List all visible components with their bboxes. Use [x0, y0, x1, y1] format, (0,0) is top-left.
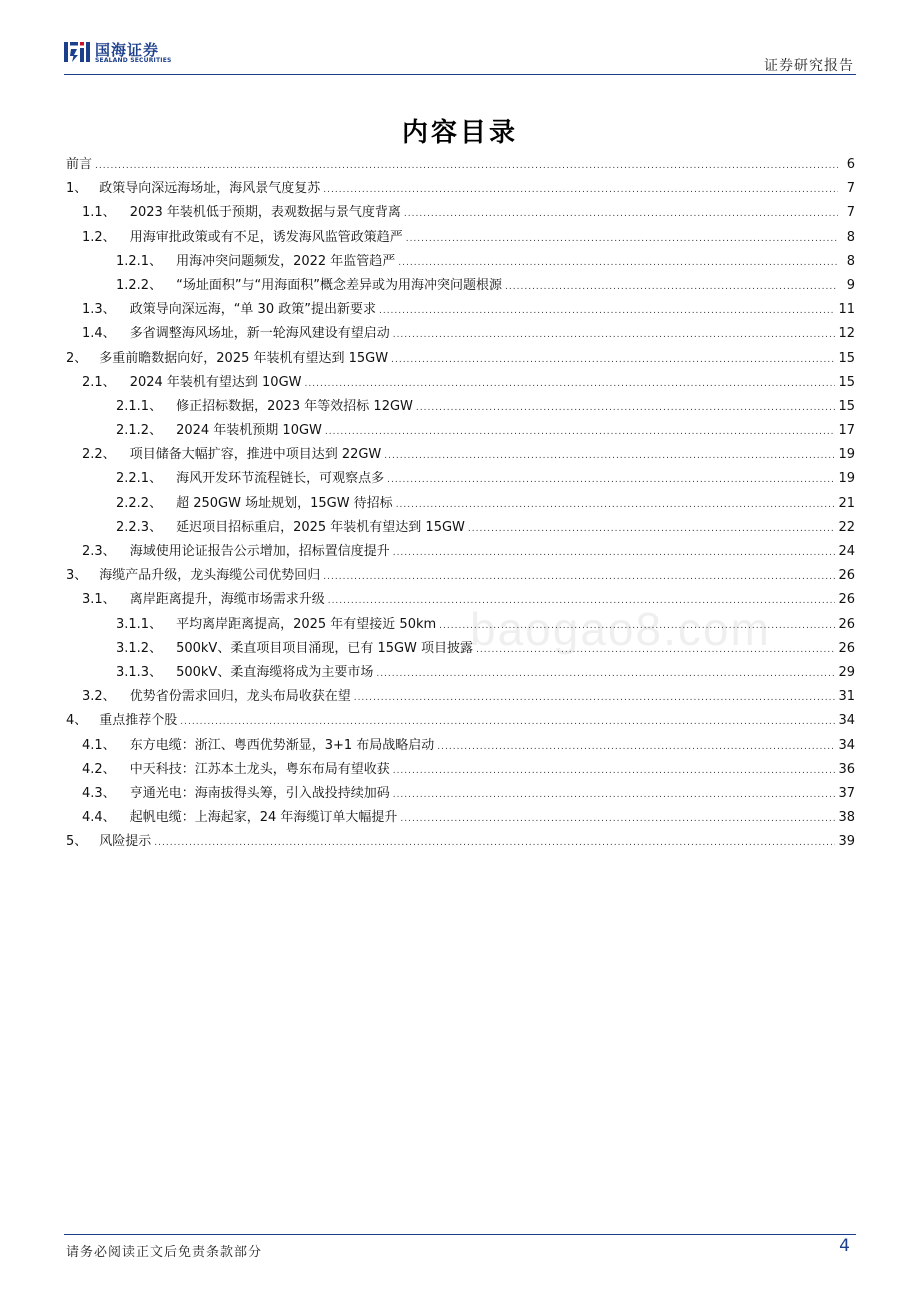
- toc-entry[interactable]: [66, 709, 855, 733]
- toc-leader-dots: [468, 517, 836, 541]
- toc-entry[interactable]: [66, 322, 855, 346]
- toc-entry-title: 500kV、柔直项目项目涌现，已有 15GW 项目披露: [176, 640, 474, 656]
- toc-entry-number: 3.1.1、: [116, 616, 163, 632]
- toc-entry-page: 9: [846, 277, 855, 293]
- toc-entry-title: 离岸距离提升，海缆市场需求升级: [129, 592, 325, 608]
- toc-leader-dots: [323, 565, 835, 589]
- logo-chinese-name: 国海证券: [95, 41, 160, 59]
- toc-leader-dots: [505, 275, 838, 299]
- toc-entry[interactable]: [66, 685, 855, 709]
- toc-leader-dots: [416, 396, 836, 420]
- toc-leader-dots: [400, 807, 835, 831]
- toc-entry-title: 前言: [66, 157, 93, 172]
- toc-entry-title: 多省调整海风场址，新一轮海风建设有望启动: [129, 326, 390, 342]
- toc-entry[interactable]: [66, 443, 855, 467]
- toc-entry-title: 延迟项目招标重启，2025 年装机有望达到 15GW: [176, 519, 465, 535]
- toc-entry-title: 政策导向深远海，“单 30 政策”提出新要求: [129, 302, 376, 318]
- toc-entry-page: 8: [846, 229, 855, 245]
- toc-entry-page: 36: [838, 761, 855, 777]
- toc-leader-dots: [387, 468, 835, 492]
- toc-leader-dots: [393, 323, 836, 347]
- toc-leader-dots: [325, 420, 836, 444]
- toc-entry-number: 1、: [66, 181, 88, 197]
- toc-entry[interactable]: [66, 564, 855, 588]
- toc-entry-number: 3、: [66, 568, 88, 584]
- toc-leader-dots: [180, 710, 835, 734]
- toc-entry-page: 24: [838, 544, 855, 559]
- toc-leader-dots: [376, 662, 835, 686]
- toc-entry-title: 项目储备大幅扩容，推进中项目达到 22GW: [129, 447, 382, 463]
- toc-leader-dots: [354, 686, 836, 710]
- toc-entry-number: 4.2、: [82, 761, 116, 777]
- toc-entry-title: 海缆产品升级，龙头海缆公司优势回归: [99, 568, 321, 584]
- toc-entry[interactable]: [66, 201, 855, 225]
- toc-entry-number: 1.2、: [82, 229, 116, 245]
- toc-entry[interactable]: [66, 153, 855, 177]
- toc-leader-dots: [95, 154, 838, 178]
- toc-entry-title: 重点推荐个股: [99, 713, 178, 729]
- toc-entry-title: 修正招标数据，2023 年等效招标 12GW: [176, 398, 413, 414]
- toc-entry-number: 4.4、: [82, 810, 116, 826]
- toc-leader-dots: [406, 227, 838, 251]
- toc-entry-number: 1.1、: [82, 205, 116, 221]
- toc-entry[interactable]: [66, 371, 855, 395]
- toc-entry[interactable]: [66, 758, 855, 782]
- toc-entry-number: 4、: [66, 713, 88, 729]
- toc-entry-title: 海域使用论证报告公示增加，招标置信度提升: [129, 544, 390, 559]
- toc-entry[interactable]: [66, 298, 855, 322]
- footer-divider: [64, 1234, 856, 1235]
- toc-entry-page: 34: [838, 737, 855, 753]
- toc-leader-dots: [398, 251, 838, 275]
- toc-entry-title: 2024 年装机预期 10GW: [176, 423, 322, 439]
- toc-entry[interactable]: [66, 395, 855, 419]
- toc-leader-dots: [379, 299, 835, 323]
- toc-entry-page: 17: [838, 423, 855, 439]
- toc-entry-number: 4.3、: [82, 785, 116, 801]
- report-type-label: 证券研究报告: [764, 58, 854, 74]
- toc-entry-page: 29: [838, 664, 855, 680]
- toc-entry-number: 3.1.3、: [116, 664, 163, 680]
- toc-entry-number: 4.1、: [82, 737, 116, 753]
- toc-entry[interactable]: [66, 782, 855, 806]
- toc-entry-number: 2.2.2、: [116, 495, 163, 511]
- toc-entry-number: 2、: [66, 350, 88, 366]
- toc-entry-number: 2.1.2、: [116, 423, 163, 439]
- toc-entry-title: 用海冲突问题频发，2022 年监管趋严: [176, 253, 396, 269]
- toc-entry-number: 1.2.2、: [116, 277, 163, 293]
- toc-leader-dots: [391, 348, 835, 372]
- toc-entry-number: 2.1.1、: [116, 398, 163, 414]
- toc-leader-dots: [323, 178, 838, 202]
- toc-entry-page: 21: [838, 495, 855, 511]
- toc-entry-number: 3.1、: [82, 592, 116, 608]
- toc-entry[interactable]: [66, 806, 855, 830]
- toc-entry-page: 11: [838, 302, 855, 318]
- toc-entry-page: 26: [838, 616, 855, 632]
- toc-leader-dots: [393, 759, 836, 783]
- toc-entry-page: 15: [838, 398, 855, 414]
- toc-entry-number: 2.2.1、: [116, 471, 163, 487]
- toc-entry-title: 用海审批政策或有不足，诱发海风监管政策趋严: [129, 229, 403, 245]
- toc-entry-title: 平均离岸距离提高，2025 年有望接近 50km: [176, 616, 437, 632]
- toc-entry-page: 22: [838, 519, 855, 535]
- toc-entry-title: 2023 年装机低于预期，表观数据与景气度背离: [129, 205, 401, 221]
- toc-leader-dots: [384, 444, 835, 468]
- toc-entry-title: 东方电缆：浙江、粤西优势渐显，3+1 布局战略启动: [129, 737, 435, 753]
- toc-entry[interactable]: [66, 734, 855, 758]
- toc-entry-number: 2.2、: [82, 447, 116, 463]
- toc-entry[interactable]: [66, 540, 855, 564]
- toc-entry-page: 26: [838, 592, 855, 608]
- logo-english-name: SEALAND SECURITIES: [95, 57, 172, 64]
- toc-entry-title: 亨通光电：海南拔得头筹，引入战投持续加码: [129, 785, 390, 801]
- toc-entry-title: 500kV、柔直海缆将成为主要市场: [176, 664, 374, 680]
- toc-entry-title: 2024 年装机有望达到 10GW: [129, 374, 302, 390]
- toc-entry[interactable]: [66, 492, 855, 516]
- toc-entry[interactable]: [66, 467, 855, 491]
- toc-entry-page: 19: [838, 471, 855, 487]
- toc-entry-page: 39: [838, 834, 855, 850]
- toc-entry[interactable]: [66, 177, 855, 201]
- toc-leader-dots: [393, 783, 836, 807]
- toc-entry-title: “场址面积”与“用海面积”概念差异或为用海冲突问题根源: [176, 277, 503, 293]
- toc-entry-page: 19: [838, 447, 855, 463]
- toc-leader-dots: [393, 541, 836, 565]
- toc-entry[interactable]: [66, 661, 855, 685]
- toc-entry-page: 38: [838, 810, 855, 826]
- toc-leader-dots: [437, 735, 835, 759]
- toc-entry-page: 15: [838, 350, 855, 366]
- toc-entry-number: 1.3、: [82, 302, 116, 318]
- toc-entry-title: 多重前瞻数据向好，2025 年装机有望达到 15GW: [99, 350, 389, 366]
- toc-entry-title: 中天科技：江苏本土龙头，粤东布局有望收获: [129, 761, 390, 777]
- toc-entry-number: 2.1、: [82, 374, 116, 390]
- toc-entry-page: 7: [846, 205, 855, 221]
- toc-leader-dots: [404, 202, 838, 226]
- toc-leader-dots: [154, 831, 835, 855]
- header-divider: [64, 74, 856, 75]
- toc-entry-page: 34: [838, 713, 855, 729]
- toc-entry-title: 优势省份需求回归，龙头布局收获在望: [129, 689, 351, 705]
- toc-entry[interactable]: [66, 274, 855, 298]
- toc-entry[interactable]: [66, 347, 855, 371]
- toc-entry-page: 26: [838, 640, 855, 656]
- toc-entry-page: 37: [838, 785, 855, 801]
- toc-entry-title: 海风开发环节流程链长，可观察点多: [176, 471, 385, 487]
- toc-title: 内容目录: [401, 118, 518, 148]
- toc-entry-number: 5、: [66, 834, 88, 850]
- toc-entry-page: 7: [846, 181, 855, 197]
- toc-leader-dots: [396, 493, 836, 517]
- toc-entry-number: 2.3、: [82, 544, 116, 559]
- toc-entry-page: 8: [846, 253, 855, 269]
- sealand-logo-icon: [64, 40, 90, 64]
- toc-entry-title: 超 250GW 场址规划，15GW 待招标: [176, 495, 393, 511]
- toc-entry[interactable]: [66, 250, 855, 274]
- toc-entry-page: 26: [838, 568, 855, 584]
- toc-entry-page: 15: [838, 374, 855, 390]
- toc-entry-number: 3.2、: [82, 689, 116, 705]
- toc-leader-dots: [305, 372, 836, 396]
- toc-entry-title: 政策导向深远海场址，海风景气度复苏: [99, 181, 321, 197]
- table-of-contents: [66, 153, 855, 854]
- watermark: baogao8.com: [470, 603, 771, 655]
- toc-entry-page: 12: [838, 326, 855, 342]
- toc-entry-number: 1.4、: [82, 326, 116, 342]
- toc-entry-page: 31: [838, 689, 855, 705]
- page-header: [64, 40, 856, 76]
- disclaimer-note: 请务必阅读正文后免责条款部分: [66, 1245, 263, 1260]
- toc-entry-title: 风险提示: [99, 834, 152, 850]
- toc-entry[interactable]: [66, 516, 855, 540]
- toc-entry[interactable]: [66, 830, 855, 854]
- page-number: 4: [839, 1236, 850, 1256]
- toc-entry-number: 2.2.3、: [116, 519, 163, 535]
- toc-entry[interactable]: [66, 419, 855, 443]
- toc-entry-number: 3.1.2、: [116, 640, 163, 656]
- toc-entry-number: 1.2.1、: [116, 253, 163, 269]
- toc-entry[interactable]: [66, 226, 855, 250]
- toc-entry-page: 6: [846, 157, 855, 172]
- toc-entry-title: 起帆电缆：上海起家，24 年海缆订单大幅提升: [129, 810, 398, 826]
